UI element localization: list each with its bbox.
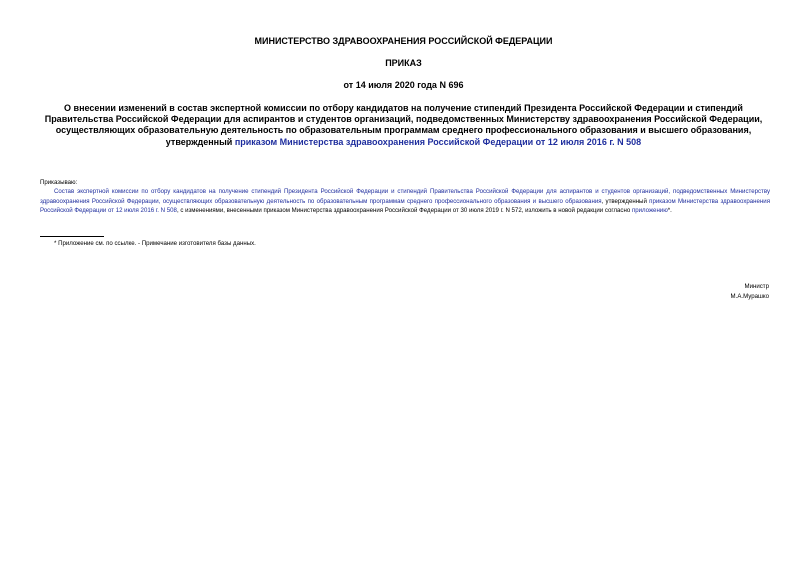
paragraph-text-1: , утвержденный [601, 197, 650, 205]
order-date-heading: от 14 июля 2020 года N 696 [343, 80, 464, 90]
order-type-heading: ПРИКАЗ [385, 58, 422, 68]
footnote-text: * Приложение см. по ссылке. - Примечание изготовителя базы данных. [54, 240, 256, 247]
commission-composition-link[interactable]: Состав экспертной комиссии по отбору кандидатов на получение стипендий Президента Российской Федерации и стипендий Правительства Российской Федерации для аспирантов и студентов организаций, подведомственных Министерству здравоохранения Российской Федерации, осуществляющих образовательную деятельность по образовательным программам среднего профессионального образования и высшего образования [40, 188, 770, 205]
paragraph-text-2: , с изменениями, внесенными приказом Министерства здравоохранения Российской Федерации от 30 июля 2019 г. N 572, изложить в новой редакции согласно [176, 207, 632, 215]
paragraph-text-3: *. [667, 207, 672, 215]
signature-name: М.А.Мурашко [730, 293, 769, 300]
ministry-heading: МИНИСТЕРСТВО ЗДРАВООХРАНЕНИЯ РОССИЙСКОЙ ФЕДЕРАЦИИ [254, 36, 553, 46]
order-title [40, 103, 767, 148]
title-order-508-link[interactable]: приказом Министерства здравоохранения Российской Федерации от 12 июля 2016 г. N 508 [234, 136, 642, 147]
footnote-divider [40, 236, 104, 237]
order-508-link[interactable]: приказом Министерства здравоохранения Российской Федерации от 12 июля 2016 г. N 508 [40, 197, 770, 215]
order-paragraph [40, 187, 770, 216]
appendix-link[interactable]: приложению [631, 207, 668, 215]
order-lead-text: Приказываю: [40, 179, 78, 186]
order-title-text: О внесении изменений в состав экспертной комиссии по отбору кандидатов на получение стипендий Президента Российской Федерации и стипендий Правительства Российской Федерации для аспирантов и студентов организаций, подведомственных Министерству здравоохранения Российской Федерации, осуществляющих образовательную деятельность по образовательным программам среднего профессионального образования и высшего образования, утвержденный [44, 103, 763, 147]
signature-position: Министр [744, 283, 769, 290]
